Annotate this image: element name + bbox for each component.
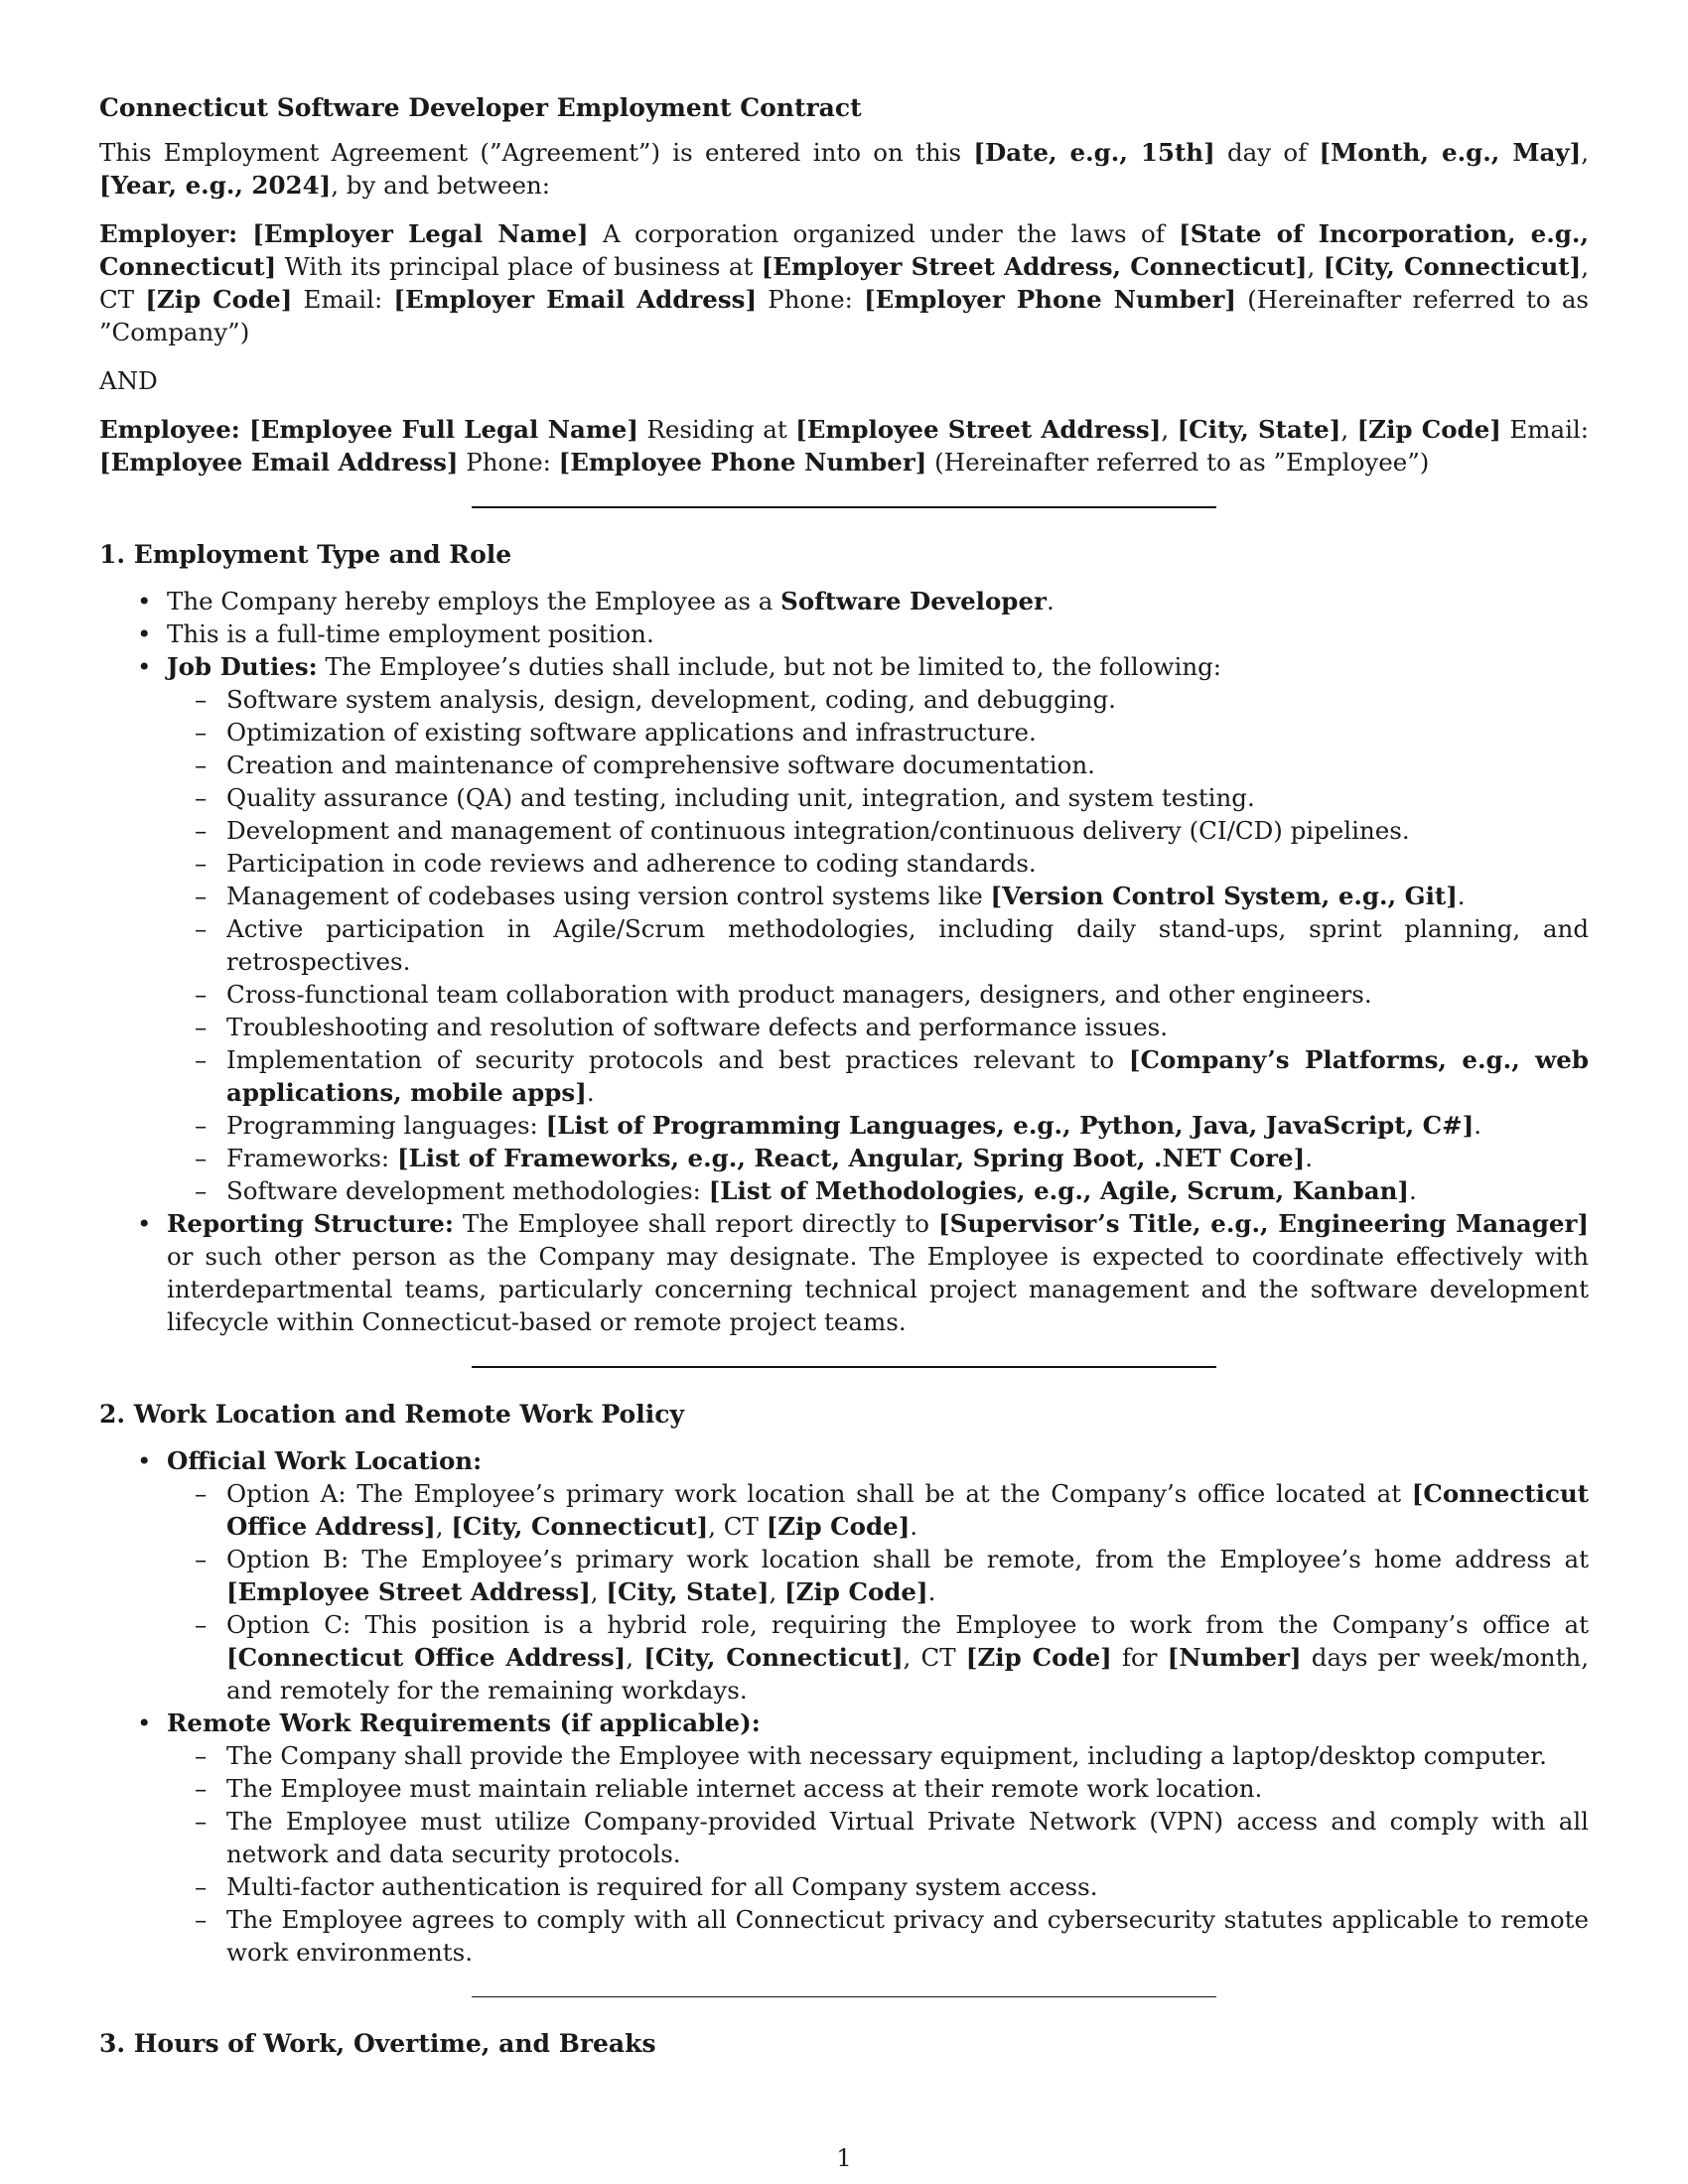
employee-paragraph: Employee: [Employee Full Legal Name] Residing at [Employee Street Address], [City, State], [Zip Code] Email: [Employee Email Address] Phone: [Employee Phone Number] (Hereinafter referred to as ”Employee”): [99, 415, 1589, 477]
document-title: Connecticut Software Developer Employment Contract: [99, 93, 862, 122]
duty-item: – Implementation of security protocols and best practices relevant to [Company’s Platforms, e.g., web applications, mobile apps].: [165, 1043, 1589, 1109]
requirement-item: – The Employee agrees to comply with all Connecticut privacy and cybersecurity statutes applicable to remote work environments.: [165, 1903, 1589, 1969]
duty-item: – Programming languages: [List of Programming Languages, e.g., Python, Java, JavaScript, C#].: [165, 1109, 1589, 1142]
section-divider: [472, 506, 1216, 508]
requirement-item: – The Company shall provide the Employee with necessary equipment, including a laptop/desktop computer.: [165, 1739, 1589, 1772]
duty-item: – Active participation in Agile/Scrum methodologies, including daily stand-ups, sprint planning, and retrospectives.: [165, 912, 1589, 978]
official-work-location-label: Official Work Location:: [167, 1446, 483, 1475]
employee-street-placeholder: [Employee Street Address]: [795, 415, 1162, 444]
employer-zip-placeholder: [Zip Code]: [145, 285, 293, 314]
month-placeholder: [Month, e.g., May]: [1319, 138, 1582, 167]
duty-item: – Development and management of continuous integration/continuous delivery (CI/CD) pipelines.: [165, 814, 1589, 847]
contract-page: [99, 91, 1589, 2074]
employer-paragraph: Employer: [Employer Legal Name] A corporation organized under the laws of [State of Incorporation, e.g., Connecticut] With its principal place of business at [Employer Street Address, Connecticut], [City, Connecticut], CT [Zip Code] Email: [Employer Email Address] Phone: [Employer Phone Number] (Hereinafter referred to as ”Company”): [99, 219, 1590, 346]
list-item: • This is a full-time employment position.: [99, 617, 1589, 650]
employee-name-placeholder: [Employee Full Legal Name]: [249, 415, 638, 444]
section-3-heading: 3. Hours of Work, Overtime, and Breaks: [99, 2029, 656, 2058]
section-divider: [472, 1366, 1216, 1368]
duty-item: – Software system analysis, design, development, coding, and debugging.: [165, 683, 1589, 716]
option-b-item: – Option B: The Employee’s primary work location shall be remote, from the Employee’s home address at [Employee Street Address], [City, State], [Zip Code].: [165, 1543, 1589, 1608]
job-duties-list: [167, 683, 1589, 1207]
job-duties-label: Job Duties:: [167, 652, 318, 681]
employee-label: Employee:: [99, 415, 250, 444]
list-item: [99, 1444, 1589, 1706]
state-placeholder: [State of Incorporation, e.g., Connecticut]: [99, 219, 1589, 281]
duty-item: – Participation in code reviews and adherence to coding standards.: [165, 847, 1589, 880]
option-c-item: – Option C: This position is a hybrid role, requiring the Employee to work from the Company’s office at [Connecticut Office Address], [City, Connecticut], CT [Zip Code] for [Number] days per week/month, and remotely for the remaining workdays.: [165, 1608, 1589, 1706]
duty-item: – Optimization of existing software applications and infrastructure.: [165, 716, 1589, 749]
date-placeholder: [Date, e.g., 15th]: [973, 138, 1215, 167]
employer-email-placeholder: [Employer Email Address]: [393, 285, 758, 314]
requirement-item: – Multi-factor authentication is required for all Company system access.: [165, 1870, 1589, 1903]
list-item: [99, 1706, 1589, 1969]
section-1-heading: 1. Employment Type and Role: [99, 540, 512, 569]
employee-zip-placeholder: [Zip Code]: [1356, 415, 1501, 444]
list-item: • Job Duties: The Employee’s duties shall include, but not be limited to, the following: – Software system analysis, design, development, coding, and debugging. – Optimization of existing software applications and infrastructure. – Creation and maintenance of comprehensive software documentation. – Quality assurance (QA) and testing, including unit, integration, and system testing. – Development and management of continuous integration/continuous delivery (CI/CD) pipelines. – Participation in code reviews and adherence to coding standards. – Management of codebases using version control systems like [Version Control System, e.g., Git]. – Active participation in Agile/Scrum methodologies, including daily stand-ups, sprint planning, and retrospectives. – Cross-functional team collaboration with product managers, designers, and other engineers. – Troubleshooting and resolution of software defects and performance issues. – Implementation of security protocols and best practices relevant to [Company’s Platforms, e.g., web applications, mobile apps]. – Programming languages: [List of Programming Languages, e.g., Python, Java, JavaScript, C#]. – Frameworks: [List of Frameworks, e.g., React, Angular, Spring Boot, .NET Core]. – Software development methodologies: [List of Methodologies, e.g., Agile, Scrum, Kanban].: [99, 650, 1589, 1207]
employer-phone-placeholder: [Employer Phone Number]: [864, 285, 1237, 314]
reporting-structure-label: Reporting Structure:: [167, 1209, 454, 1238]
list-item: • Reporting Structure: The Employee shall report directly to [Supervisor’s Title, e.g., Engineering Manager] or such other person as the Company may designate. The Employee is expected to coordinate effectively with interdepartmental teams, particularly concerning technical project management and the software development lifecycle within Connecticut-based or remote project teams.: [99, 1207, 1589, 1338]
employee-city-placeholder: [City, State]: [1177, 415, 1341, 444]
section-2-heading: 2. Work Location and Remote Work Policy: [99, 1400, 684, 1429]
duty-item: – Quality assurance (QA) and testing, including unit, integration, and system testing.: [165, 781, 1589, 814]
requirement-item: – The Employee must maintain reliable internet access at their remote work location.: [165, 1772, 1589, 1805]
duty-item: – Software development methodologies: [List of Methodologies, e.g., Agile, Scrum, Kanban].: [165, 1174, 1589, 1207]
duty-item: – Management of codebases using version control systems like [Version Control System, e.g., Git].: [165, 880, 1589, 912]
option-a-item: – Option A: The Employee’s primary work location shall be at the Company’s office located at [Connecticut Office Address], [City, Connecticut], CT [Zip Code].: [165, 1477, 1589, 1543]
intro-paragraph: This Employment Agreement (”Agreement”) is entered into on this [Date, e.g., 15th] day of [Month, e.g., May], [Year, e.g., 2024], by and between:: [99, 138, 1589, 200]
section-divider: [472, 1996, 1216, 1997]
section-1-list: [99, 585, 1589, 1338]
employer-label: Employer:: [99, 219, 253, 248]
duty-item: – Frameworks: [List of Frameworks, e.g., React, Angular, Spring Boot, .NET Core].: [165, 1142, 1589, 1174]
duty-item: – Cross-functional team collaboration with product managers, designers, and other engineers.: [165, 978, 1589, 1011]
employee-phone-placeholder: [Employee Phone Number]: [558, 448, 927, 477]
list-item: • The Company hereby employs the Employee as a Software Developer.: [99, 585, 1589, 617]
and-text: AND: [99, 366, 158, 395]
location-options-list: [167, 1477, 1589, 1706]
duty-item: – Creation and maintenance of comprehensive software documentation.: [165, 749, 1589, 781]
employer-street-placeholder: [Employer Street Address, Connecticut]: [761, 252, 1308, 281]
requirement-item: – The Employee must utilize Company-provided Virtual Private Network (VPN) access and comply with all network and data security protocols.: [165, 1805, 1589, 1870]
employer-city-placeholder: [City, Connecticut]: [1323, 252, 1582, 281]
employee-email-placeholder: [Employee Email Address]: [99, 448, 459, 477]
page-number: 1: [836, 2144, 852, 2172]
remote-work-requirements-label: Remote Work Requirements (if applicable):: [167, 1708, 761, 1737]
duty-item: – Troubleshooting and resolution of software defects and performance issues.: [165, 1011, 1589, 1043]
year-placeholder: [Year, e.g., 2024]: [99, 171, 332, 200]
remote-requirements-list: [167, 1739, 1589, 1969]
section-2-list: [99, 1444, 1589, 1969]
employer-name-placeholder: [Employer Legal Name]: [252, 219, 589, 248]
